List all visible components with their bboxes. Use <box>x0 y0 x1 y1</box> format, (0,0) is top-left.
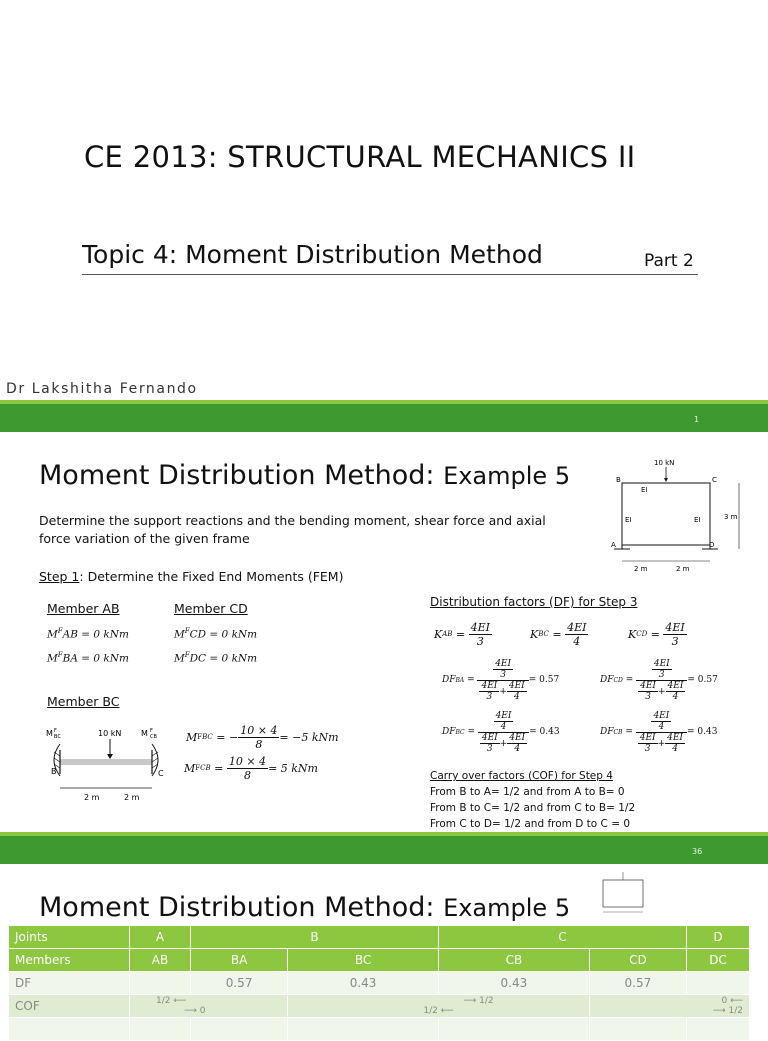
cof-line: From B to A= 1/2 and from A to B= 0 <box>430 786 625 798</box>
k-bc-eq: K BC = $\frac{4EI}{4}$ <box>530 620 587 648</box>
svg-text:EI: EI <box>641 486 648 494</box>
slide-title-sub: Example 5 <box>443 462 571 490</box>
table-row-df <box>9 972 750 995</box>
svg-text:M: M <box>46 729 53 738</box>
svg-text:BC: BC <box>54 734 61 740</box>
table-cell: CB <box>438 949 589 972</box>
fem-dc-eq: $M^FDC = 0$ kNm <box>174 651 258 665</box>
table-cell: D <box>687 926 750 949</box>
svg-text:C: C <box>158 769 164 778</box>
table-cell <box>288 1018 439 1041</box>
table-row <box>9 1018 750 1041</box>
cof-line: From B to C= 1/2 and from C to B= 1/2 <box>430 802 636 814</box>
table-cell <box>687 1018 750 1041</box>
table-cell <box>589 1018 686 1041</box>
df-cd-eq: DF CD = $\frac{4EI}{3}$ $\frac{4EI}{3}$ + $\frac{4EI}{4}$ = 0.57 <box>600 658 718 702</box>
table-cell: C <box>438 926 686 949</box>
svg-text:2 m: 2 m <box>634 565 648 573</box>
fem-ba-value: BA = 0 kNm <box>62 652 129 665</box>
table-cell: BC <box>288 949 439 972</box>
table-cell: Joints <box>9 926 130 949</box>
df-bc-eq: DF BC = $\frac{4EI}{4}$ $\frac{4EI}{3}$ + $\frac{4EI}{4}$ = 0.43 <box>442 710 560 754</box>
title-slide <box>0 0 768 432</box>
svg-text:10 kN: 10 kN <box>654 459 675 467</box>
svg-text:B: B <box>51 767 57 776</box>
df-cd-value: = 0.57 <box>687 675 718 685</box>
table-cell <box>191 1018 288 1041</box>
svg-text:M: M <box>141 729 148 738</box>
svg-text:2 m: 2 m <box>124 793 140 802</box>
svg-text:3 m: 3 m <box>724 513 738 521</box>
svg-text:EI: EI <box>694 516 701 524</box>
fem-bc-eq: M F BC = − $\frac{10 \times 4}{8}$ = −5 kNm <box>186 723 339 751</box>
table-cell: Members <box>9 949 130 972</box>
df-cb-eq: DF CB = $\frac{4EI}{4}$ $\frac{4EI}{3}$ + $\frac{4EI}{4}$ = 0.43 <box>600 710 718 754</box>
svg-text:2 m: 2 m <box>676 565 690 573</box>
slide-title-main: Moment Distribution Method: <box>39 892 444 923</box>
svg-text:D: D <box>709 541 715 549</box>
table-cell: 0.43 <box>288 972 439 995</box>
table-cell: ⟶ 1/2 1/2 ⟵ <box>288 995 590 1018</box>
table-cell: 0.43 <box>438 972 589 995</box>
part-label: Part 2 <box>644 251 694 271</box>
cof-heading: Carry over factors (COF) for Step 4 <box>430 770 613 782</box>
table-cell <box>130 1018 191 1041</box>
table-cell: DC <box>687 949 750 972</box>
table-cell: BA <box>191 949 288 972</box>
fem-cb-value: = 5 kNm <box>268 761 318 775</box>
svg-text:F: F <box>150 728 153 734</box>
author-name: Dr Lakshitha Fernando <box>6 381 198 397</box>
frame-diagram <box>604 455 754 580</box>
beam-bc-diagram <box>40 722 180 807</box>
slide-number: 1 <box>694 415 700 424</box>
table-row-cof <box>9 995 750 1018</box>
table-row-joints <box>9 926 750 949</box>
fem-ab-eq: $M^FAB = 0$ kNm <box>47 627 129 641</box>
df-bc-value: = 0.43 <box>529 727 560 737</box>
k-ab-eq: K AB = $\frac{4EI}{3}$ <box>434 620 491 648</box>
problem-statement: Determine the support reactions and the bending moment, shear force and axial force variation of the given frame <box>39 513 546 546</box>
slide-title-main: Moment Distribution Method: <box>39 460 444 491</box>
svg-text:A: A <box>611 541 616 549</box>
table-row-members <box>9 949 750 972</box>
course-title: CE 2013: STRUCTURAL MECHANICS II <box>84 140 636 174</box>
member-bc-heading: Member BC <box>47 694 120 709</box>
df-ba-value: = 0.57 <box>528 675 560 685</box>
svg-text:C: C <box>712 476 717 484</box>
df-ba-eq: DF BA = $\frac{4EI}{3}$ $\frac{4EI}{3}$ + $\frac{4EI}{4}$ = 0.57 <box>442 658 560 702</box>
table-cell <box>9 1018 130 1041</box>
step1-text: : Determine the Fixed End Moments (FEM) <box>79 569 344 584</box>
table-cell <box>130 972 191 995</box>
fem-dc-value: DC = 0 kNm <box>189 652 258 665</box>
fem-bc-value: = −5 kNm <box>279 730 339 744</box>
svg-text:2 m: 2 m <box>84 793 100 802</box>
cof-line: From C to D= 1/2 and from D to C = 0 <box>430 818 631 830</box>
fem-ab-value: AB = 0 kNm <box>62 628 129 641</box>
table-cell <box>687 972 750 995</box>
table-cell: 1/2 ⟵ ⟶ 0 <box>130 995 288 1018</box>
svg-text:10 kN: 10 kN <box>98 729 122 738</box>
fem-ba-eq: $M^FBA = 0$ kNm <box>47 651 129 665</box>
green-footer-band <box>0 404 768 432</box>
step1-label: Step 1 <box>39 569 80 584</box>
table-cell: AB <box>130 949 191 972</box>
member-ab-heading: Member AB <box>47 601 120 616</box>
cof-block <box>430 768 635 832</box>
table-cell: 0.57 <box>589 972 686 995</box>
table-cell: CD <box>589 949 686 972</box>
slide-title-sub: Example 5 <box>443 894 571 922</box>
fem-cb-eq: M F CB = $\frac{10 \times 4}{8}$ = 5 kNm <box>184 754 318 782</box>
table-cell: A <box>130 926 191 949</box>
k-cd-eq: K CD = $\frac{4EI}{3}$ <box>628 620 685 648</box>
table-cell: DF <box>9 972 130 995</box>
fem-cd-value: CD = 0 kNm <box>189 628 258 641</box>
table-cell <box>438 1018 589 1041</box>
table-cell: 0.57 <box>191 972 288 995</box>
table-cell: COF <box>9 995 130 1018</box>
slide-number: 36 <box>692 847 703 856</box>
green-footer-band <box>0 836 768 864</box>
df-heading: Distribution factors (DF) for Step 3 <box>430 595 638 609</box>
title-divider <box>82 274 698 275</box>
svg-text:EI: EI <box>625 516 632 524</box>
svg-text:F: F <box>54 728 57 734</box>
table-cell: B <box>191 926 439 949</box>
table-cell: 0 ⟵ ⟶ 1/2 <box>589 995 749 1018</box>
topic-title: Topic 4: Moment Distribution Method <box>82 240 543 269</box>
frame-thumbnail <box>594 868 656 914</box>
member-cd-heading: Member CD <box>174 601 248 616</box>
slide-title <box>39 892 570 923</box>
step1-heading <box>39 568 343 586</box>
fem-cd-eq: $M^FCD = 0$ kNm <box>174 627 258 641</box>
df-cb-value: = 0.43 <box>687 727 718 737</box>
slide-title <box>39 460 570 491</box>
svg-text:CB: CB <box>150 734 157 740</box>
svg-text:B: B <box>616 476 621 484</box>
